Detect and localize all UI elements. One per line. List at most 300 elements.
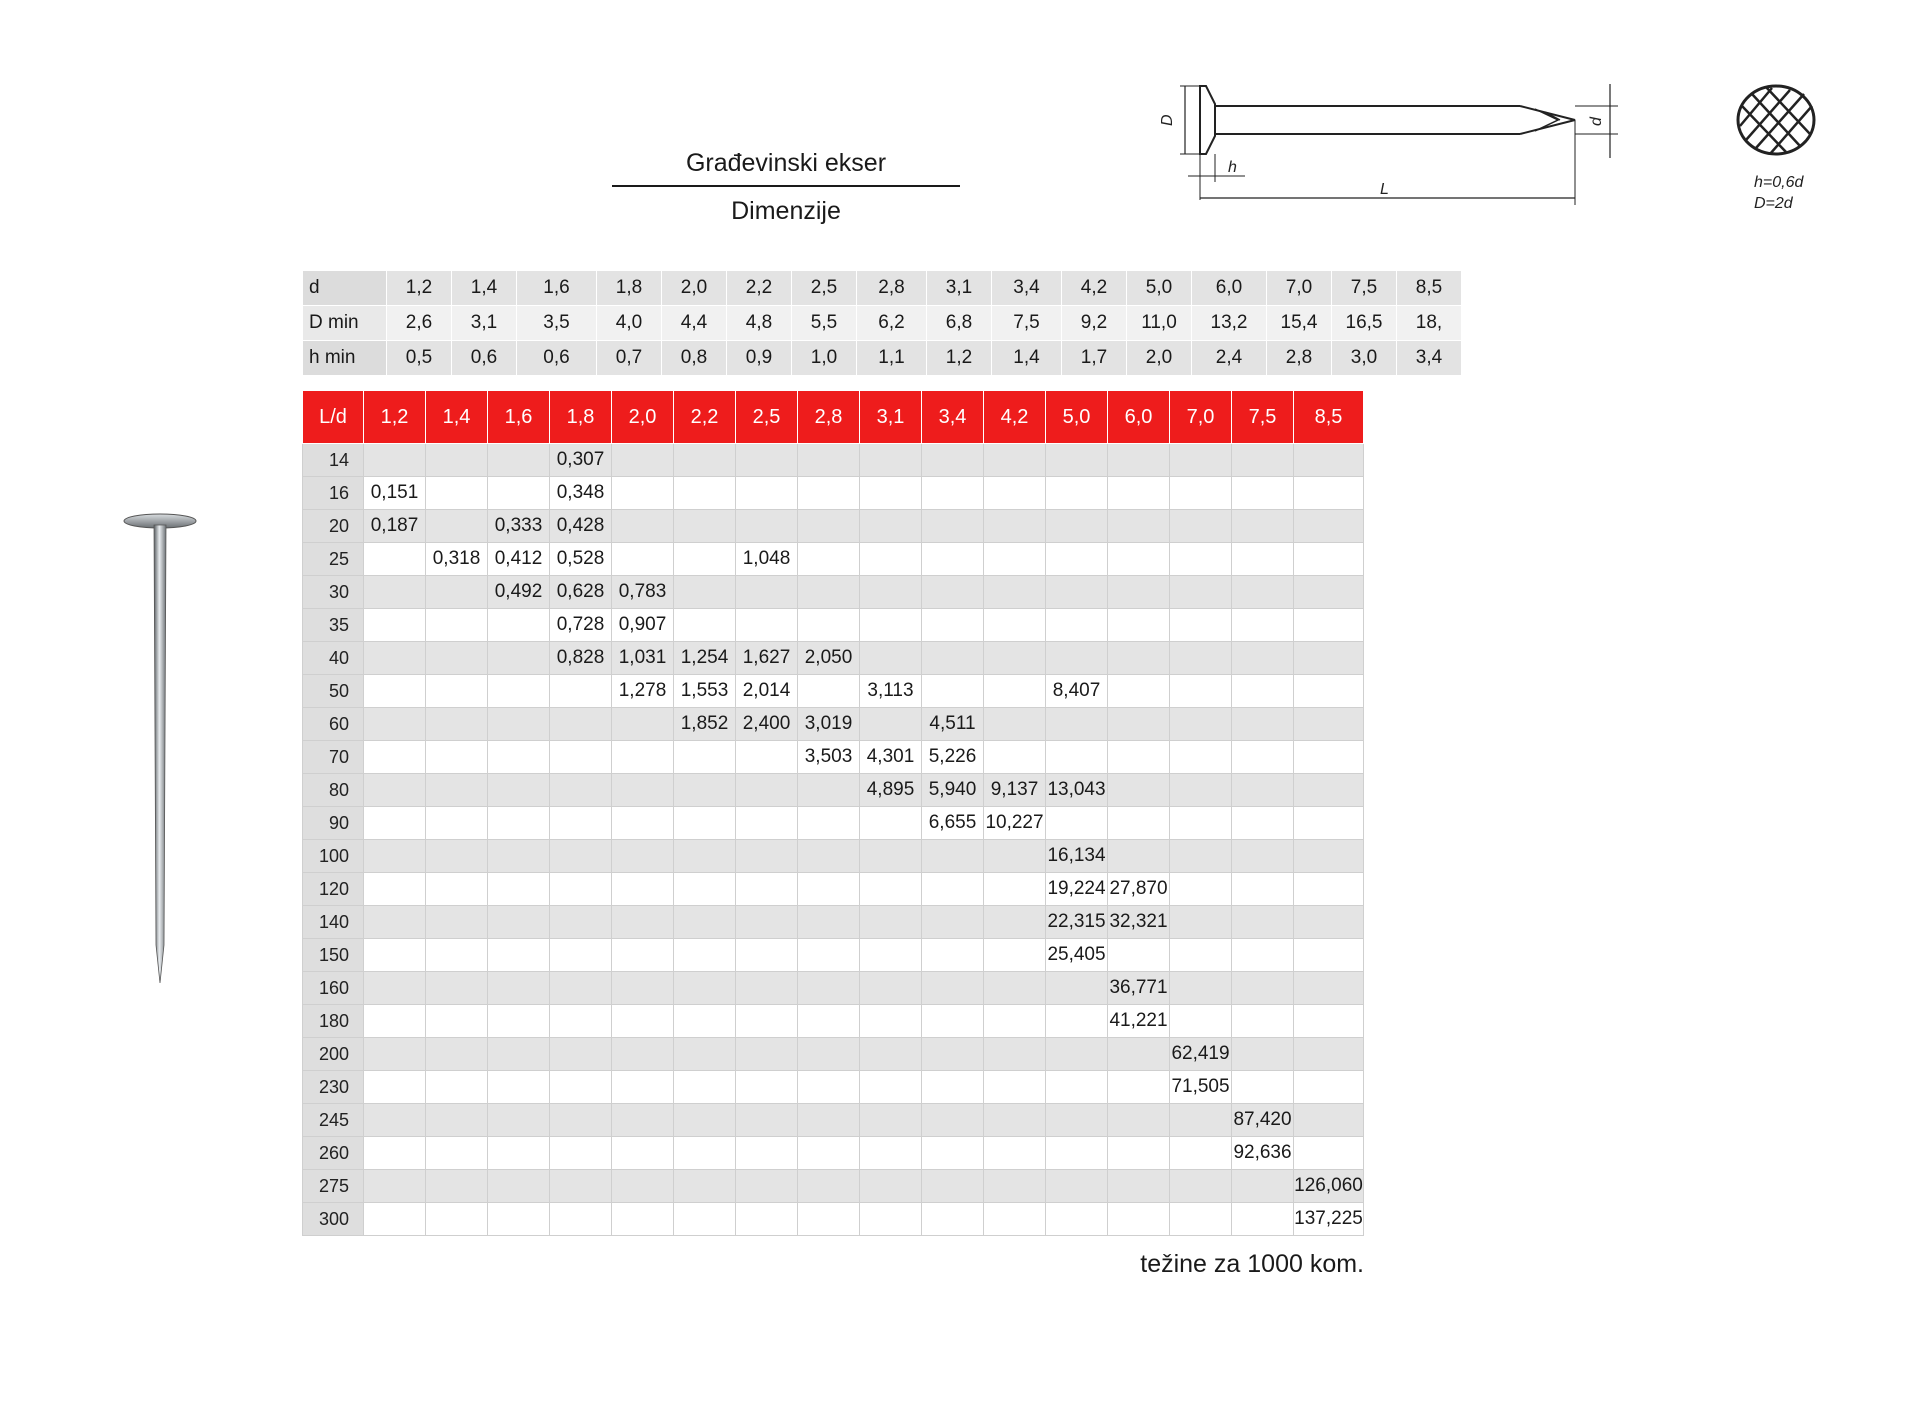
weight-cell [488, 1170, 550, 1203]
weight-cell [860, 1203, 922, 1236]
weight-cell [798, 939, 860, 972]
dimension-cell: 1,6 [517, 271, 597, 306]
weight-cell [798, 972, 860, 1005]
weight-cell [798, 774, 860, 807]
weight-row-length: 245 [303, 1104, 364, 1137]
weight-cell: 41,221 [1108, 1005, 1170, 1038]
weight-cell [984, 840, 1046, 873]
weight-cell [1170, 675, 1232, 708]
weight-cell [798, 873, 860, 906]
weight-cell [860, 1005, 922, 1038]
weight-row [303, 576, 1364, 609]
weight-cell [1232, 939, 1294, 972]
weight-row [303, 444, 1364, 477]
weight-cell [426, 1005, 488, 1038]
dimension-cell: 2,2 [727, 271, 792, 306]
weight-cell [860, 873, 922, 906]
dimension-cell: 0,7 [597, 341, 662, 376]
weight-cell [736, 1038, 798, 1071]
weight-cell [612, 807, 674, 840]
weight-cell [612, 1005, 674, 1038]
dimension-cell: 7,5 [992, 306, 1062, 341]
weight-cell [922, 1038, 984, 1071]
weight-cell [1046, 1170, 1108, 1203]
weight-cell [550, 1170, 612, 1203]
weight-cell [798, 906, 860, 939]
weight-cell: 2,400 [736, 708, 798, 741]
weight-cell [984, 906, 1046, 939]
weight-cell [612, 774, 674, 807]
weight-cell [426, 510, 488, 543]
weight-cell [426, 1170, 488, 1203]
weight-cell [1232, 543, 1294, 576]
weight-cell: 0,628 [550, 576, 612, 609]
weight-cell [984, 741, 1046, 774]
weight-cell [860, 708, 922, 741]
weight-cell [1294, 741, 1364, 774]
weight-row-length: 40 [303, 642, 364, 675]
weight-row [303, 1203, 1364, 1236]
weight-cell [674, 1137, 736, 1170]
weight-cell [550, 1104, 612, 1137]
weight-row [303, 510, 1364, 543]
weight-row-length: 30 [303, 576, 364, 609]
dimension-cell: 3,1 [927, 271, 992, 306]
weight-cell [1046, 1203, 1108, 1236]
weight-cell [1170, 444, 1232, 477]
dimension-cell: 2,0 [662, 271, 727, 306]
weight-cell: 1,553 [674, 675, 736, 708]
weight-cell [488, 774, 550, 807]
weight-cell [674, 1071, 736, 1104]
dimension-cell: 9,2 [1062, 306, 1127, 341]
weight-cell [984, 642, 1046, 675]
weight-cell: 8,407 [1046, 675, 1108, 708]
weight-cell [1108, 510, 1170, 543]
weight-cell [364, 576, 426, 609]
weight-footnote: težine za 1000 kom. [1140, 1250, 1364, 1278]
weight-cell [1108, 477, 1170, 510]
dimension-cell: 1,4 [992, 341, 1062, 376]
weight-cell [426, 840, 488, 873]
weight-cell [922, 873, 984, 906]
weight-cell [736, 741, 798, 774]
weight-cell [1108, 774, 1170, 807]
nail-drawing [1140, 70, 1860, 245]
weight-cell [1294, 1038, 1364, 1071]
weight-cell: 0,318 [426, 543, 488, 576]
weight-column-header: 7,0 [1170, 391, 1232, 444]
dimension-cell: 5,5 [792, 306, 857, 341]
weight-cell [922, 840, 984, 873]
weight-cell [612, 543, 674, 576]
weight-cell [364, 1071, 426, 1104]
weight-cell [1170, 1005, 1232, 1038]
weight-cell [674, 1104, 736, 1137]
weight-cell [364, 807, 426, 840]
weight-cell [550, 1038, 612, 1071]
weight-cell [488, 675, 550, 708]
weight-cell [426, 807, 488, 840]
weight-cell [426, 1038, 488, 1071]
weight-cell [798, 477, 860, 510]
weight-cell [860, 1038, 922, 1071]
weight-cell [550, 1071, 612, 1104]
weight-cell [1170, 1170, 1232, 1203]
weight-cell [860, 972, 922, 1005]
dimension-cell: 8,5 [1397, 271, 1462, 306]
weight-cell: 0,307 [550, 444, 612, 477]
weight-cell [550, 774, 612, 807]
weight-cell [1170, 807, 1232, 840]
weight-cell [674, 840, 736, 873]
weight-cell: 0,783 [612, 576, 674, 609]
weight-column-header: 4,2 [984, 391, 1046, 444]
weight-cell: 0,828 [550, 642, 612, 675]
dimension-cell: 2,5 [792, 271, 857, 306]
dimension-row [303, 341, 1462, 376]
weight-column-header: 1,4 [426, 391, 488, 444]
weight-cell [922, 444, 984, 477]
weight-row-length: 275 [303, 1170, 364, 1203]
formula-D: D=2d [1754, 195, 1793, 212]
weight-cell [1232, 873, 1294, 906]
dimension-cell: 15,4 [1267, 306, 1332, 341]
dimension-cell: 1,4 [452, 271, 517, 306]
dimension-cell: 1,2 [927, 341, 992, 376]
weight-cell [1232, 708, 1294, 741]
weight-cell [1046, 477, 1108, 510]
weight-row [303, 675, 1364, 708]
weight-cell [798, 543, 860, 576]
weight-cell [1170, 840, 1232, 873]
weight-cell [612, 1038, 674, 1071]
dimension-cell: 6,8 [927, 306, 992, 341]
weight-cell: 126,060 [1294, 1170, 1364, 1203]
weight-cell [1108, 1203, 1170, 1236]
weight-cell [364, 873, 426, 906]
dimension-row-label: h min [303, 341, 387, 376]
weight-cell: 32,321 [1108, 906, 1170, 939]
weight-row-length: 50 [303, 675, 364, 708]
weight-cell: 16,134 [1046, 840, 1108, 873]
weight-row-length: 120 [303, 873, 364, 906]
weight-cell: 6,655 [922, 807, 984, 840]
dimension-cell: 0,6 [452, 341, 517, 376]
weight-row [303, 1005, 1364, 1038]
weight-cell [426, 1071, 488, 1104]
weight-cell [550, 1203, 612, 1236]
weight-cell: 4,301 [860, 741, 922, 774]
weight-cell [1046, 543, 1108, 576]
weight-cell [488, 906, 550, 939]
weight-cell [860, 477, 922, 510]
weight-cell: 3,019 [798, 708, 860, 741]
weight-cell [364, 939, 426, 972]
weight-cell [612, 1071, 674, 1104]
dimension-cell: 0,9 [727, 341, 792, 376]
weight-cell: 1,278 [612, 675, 674, 708]
weight-cell [612, 477, 674, 510]
weight-cell [550, 972, 612, 1005]
weight-cell [1108, 1137, 1170, 1170]
weight-cell [984, 576, 1046, 609]
weight-cell [736, 1104, 798, 1137]
weight-cell [426, 1104, 488, 1137]
weight-cell [1046, 1071, 1108, 1104]
weight-cell [798, 840, 860, 873]
weight-cell: 5,226 [922, 741, 984, 774]
weight-cell [922, 1104, 984, 1137]
weight-cell [736, 774, 798, 807]
weight-cell [488, 708, 550, 741]
weight-cell: 19,224 [1046, 873, 1108, 906]
dimension-cell: 4,2 [1062, 271, 1127, 306]
weight-cell [1108, 1038, 1170, 1071]
weight-row-length: 80 [303, 774, 364, 807]
dimension-row-label: d [303, 271, 387, 306]
weight-cell [1170, 477, 1232, 510]
weight-row [303, 972, 1364, 1005]
weight-cell [736, 873, 798, 906]
weight-cell [984, 1005, 1046, 1038]
weight-cell [736, 477, 798, 510]
dimension-cell: 4,8 [727, 306, 792, 341]
weight-row-length: 14 [303, 444, 364, 477]
weight-cell [674, 906, 736, 939]
weight-cell: 1,852 [674, 708, 736, 741]
weight-cell [488, 609, 550, 642]
dimension-cell: 0,6 [517, 341, 597, 376]
weight-cell [984, 972, 1046, 1005]
weight-cell [364, 1038, 426, 1071]
weight-cell [1046, 708, 1108, 741]
weight-cell [426, 906, 488, 939]
weight-row-length: 300 [303, 1203, 364, 1236]
weight-cell [1294, 774, 1364, 807]
dimension-row [303, 271, 1462, 306]
weight-row [303, 708, 1364, 741]
weight-cell [798, 675, 860, 708]
weight-cell [364, 840, 426, 873]
weight-cell [674, 576, 736, 609]
weight-cell [1170, 906, 1232, 939]
weight-cell [984, 1203, 1046, 1236]
weight-row-length: 20 [303, 510, 364, 543]
weight-cell [364, 675, 426, 708]
dimension-cell: 1,2 [387, 271, 452, 306]
weight-cell [1232, 774, 1294, 807]
weight-cell [984, 510, 1046, 543]
weight-cell [1170, 939, 1232, 972]
dimension-row-label: D min [303, 306, 387, 341]
page-subtitle: Dimenzije [731, 197, 841, 225]
weight-cell [1046, 1038, 1108, 1071]
weight-cell [612, 741, 674, 774]
dimension-cell: 4,0 [597, 306, 662, 341]
dimension-cell: 6,2 [857, 306, 927, 341]
weight-cell [1108, 1104, 1170, 1137]
dimension-cell: 3,0 [1332, 341, 1397, 376]
weight-cell [1294, 444, 1364, 477]
weight-cell [1294, 1104, 1364, 1137]
weight-cell [922, 675, 984, 708]
weight-cell [612, 1170, 674, 1203]
nail-dimension-diagram [1140, 70, 1860, 245]
weight-cell [426, 774, 488, 807]
weight-cell [1108, 939, 1170, 972]
weight-row [303, 774, 1364, 807]
weight-cell [1170, 642, 1232, 675]
weight-cell [364, 741, 426, 774]
weight-cell [1232, 1038, 1294, 1071]
weight-row-length: 260 [303, 1137, 364, 1170]
weight-row [303, 840, 1364, 873]
weight-cell [364, 1170, 426, 1203]
weight-column-header: 8,5 [1294, 391, 1364, 444]
weight-cell [922, 906, 984, 939]
weight-cell [1294, 807, 1364, 840]
weight-cell [488, 741, 550, 774]
weight-cell [426, 939, 488, 972]
weight-cell [674, 510, 736, 543]
dimension-cell: 7,5 [1332, 271, 1397, 306]
weight-cell [860, 510, 922, 543]
weight-cell [736, 510, 798, 543]
weight-cell [1108, 708, 1170, 741]
weight-row-length: 150 [303, 939, 364, 972]
dimension-cell: 2,8 [857, 271, 927, 306]
weight-cell [1170, 1104, 1232, 1137]
weight-cell [488, 642, 550, 675]
weight-cell [674, 444, 736, 477]
dimension-table [302, 270, 1462, 376]
weight-cell [426, 609, 488, 642]
weight-cell [488, 1104, 550, 1137]
weight-row-length: 90 [303, 807, 364, 840]
weight-cell [798, 1170, 860, 1203]
weight-cell [984, 675, 1046, 708]
weight-cell [860, 1104, 922, 1137]
weight-cell [1046, 807, 1108, 840]
nail-photo [110, 505, 210, 1005]
weight-cell [1046, 576, 1108, 609]
weight-cell [1108, 741, 1170, 774]
weight-cell [1294, 972, 1364, 1005]
weight-cell [488, 477, 550, 510]
weight-cell [364, 444, 426, 477]
weight-cell [550, 675, 612, 708]
weight-cell [984, 1104, 1046, 1137]
weight-cell [922, 543, 984, 576]
weight-cell [674, 807, 736, 840]
weight-cell [798, 1203, 860, 1236]
weight-cell [612, 840, 674, 873]
weight-cell: 0,187 [364, 510, 426, 543]
weight-cell [1170, 741, 1232, 774]
weight-cell [674, 939, 736, 972]
weight-cell [1294, 642, 1364, 675]
weight-cell [1108, 675, 1170, 708]
weight-cell [1232, 1071, 1294, 1104]
weight-cell [550, 906, 612, 939]
weight-cell [1170, 1137, 1232, 1170]
weight-row [303, 642, 1364, 675]
weight-cell [1232, 510, 1294, 543]
weight-cell [984, 543, 1046, 576]
weight-cell [736, 1203, 798, 1236]
weight-cell [612, 906, 674, 939]
weight-row [303, 906, 1364, 939]
weight-row [303, 1038, 1364, 1071]
weight-cell [1170, 510, 1232, 543]
weight-cell [860, 1071, 922, 1104]
weight-cell [984, 708, 1046, 741]
weight-cell [984, 1038, 1046, 1071]
weight-cell [1046, 1104, 1108, 1137]
weight-cell [736, 1071, 798, 1104]
weight-cell [674, 1203, 736, 1236]
weight-cell [798, 1038, 860, 1071]
weight-row [303, 1071, 1364, 1104]
weight-column-header: 6,0 [1108, 391, 1170, 444]
weight-cell [364, 972, 426, 1005]
weight-cell [860, 1137, 922, 1170]
weight-cell [1108, 840, 1170, 873]
weight-cell [984, 1071, 1046, 1104]
dimension-cell: 7,0 [1267, 271, 1332, 306]
label-D: D [1159, 114, 1176, 126]
weight-cell [860, 1170, 922, 1203]
weight-cell [736, 807, 798, 840]
weight-cell [798, 807, 860, 840]
weight-cell [1232, 477, 1294, 510]
weight-cell [364, 1104, 426, 1137]
weight-cell [1294, 1005, 1364, 1038]
weight-row-length: 230 [303, 1071, 364, 1104]
weight-cell [1294, 510, 1364, 543]
weight-cell [1294, 675, 1364, 708]
weight-cell [922, 1137, 984, 1170]
weight-cell [984, 939, 1046, 972]
weight-cell [364, 1005, 426, 1038]
weight-cell [736, 609, 798, 642]
weight-cell [798, 1104, 860, 1137]
weight-row [303, 1170, 1364, 1203]
dimension-cell: 6,0 [1192, 271, 1267, 306]
weight-cell [1108, 444, 1170, 477]
weight-row [303, 873, 1364, 906]
weight-cell [1108, 609, 1170, 642]
weight-cell [1170, 774, 1232, 807]
weight-column-header: 1,6 [488, 391, 550, 444]
weight-cell [1046, 1137, 1108, 1170]
weight-cell [488, 939, 550, 972]
weight-cell [1170, 708, 1232, 741]
weight-cell [922, 1170, 984, 1203]
weight-cell: 3,503 [798, 741, 860, 774]
weight-cell [488, 1038, 550, 1071]
weight-cell [488, 840, 550, 873]
dimension-cell: 4,4 [662, 306, 727, 341]
dimension-cell: 1,7 [1062, 341, 1127, 376]
weight-cell [736, 939, 798, 972]
weight-row [303, 1104, 1364, 1137]
weight-cell: 0,907 [612, 609, 674, 642]
weight-cell [674, 477, 736, 510]
weight-cell [550, 873, 612, 906]
weight-cell [984, 444, 1046, 477]
